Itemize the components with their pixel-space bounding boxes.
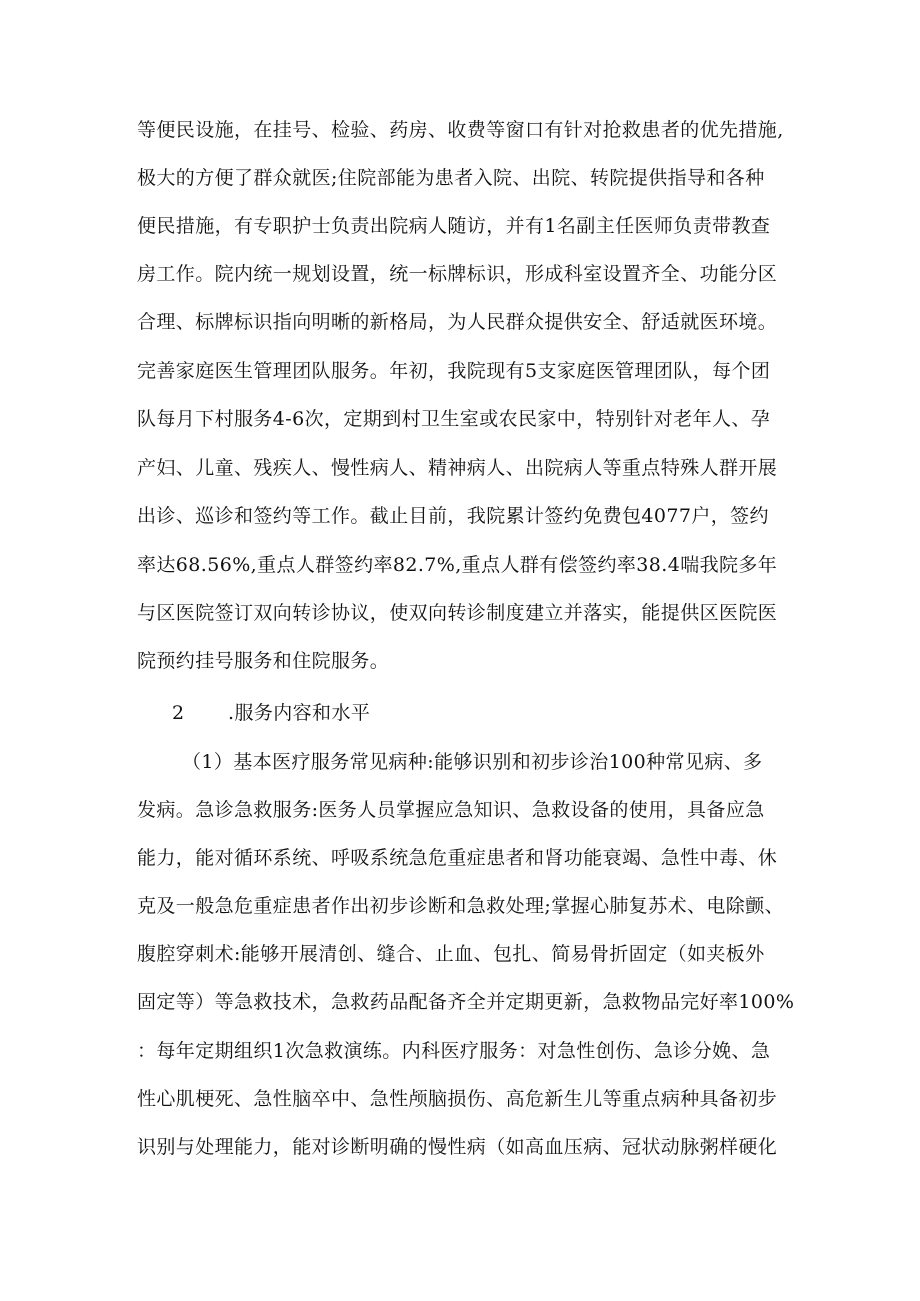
text-line: 与区医院签订双向转诊协议，使双向转诊制度建立并落实，能提供区医院医 — [137, 602, 778, 624]
text-line: 出诊、巡诊和签约等工作。截止目前，我院累计签约免费包4077户，签约 — [137, 505, 769, 527]
text-line: 完善家庭医生管理团队服务。年初，我院现有5支家庭医管理团队，每个团 — [137, 360, 771, 382]
section-number: 2 — [172, 702, 185, 724]
text-line: 院预约挂号服务和住院服务。 — [137, 650, 390, 672]
text-line: 等便民设施，在挂号、检验、药房、收费等窗口有针对抢救患者的优先措施, — [137, 119, 784, 141]
text-line: 队每月下村服务4-6次，定期到村卫生室或农民家中，特别针对老年人、孕 — [137, 408, 771, 430]
text-line: 腹腔穿刺术:能够开展清创、缝合、止血、包扎、简易骨折固定（如夹板外 — [137, 943, 765, 965]
text-line: 克及一般急危重症患者作出初步诊断和急救处理;掌握心肺复苏术、电除颤、 — [137, 895, 785, 917]
text-line: 发病。急诊急救服务:医务人员掌握应急知识、急救设备的使用，具备应急 — [137, 799, 765, 821]
text-line: 识别与处理能力，能对诊断明确的慢性病（如高血压病、冠状动脉粥样硬化 — [137, 1136, 778, 1158]
text-line: 性心肌梗死、急性脑卒中、急性颅脑损伤、高危新生儿等重点病种具备初步 — [137, 1088, 778, 1110]
section-heading: .服务内容和水平 — [228, 702, 371, 724]
text-line: ：每年定期组织1次急救演练。内科医疗服务：对急性创伤、急诊分娩、急 — [137, 1040, 771, 1062]
text-line: 房工作。院内统一规划设置，统一标牌标识，形成科室设置齐全、功能分区 — [137, 263, 778, 285]
text-line: 率达68.56%,重点人群签约率82.7%,重点人群有偿签约率38.4喘我院多年 — [137, 554, 778, 576]
text-line: 合理、标牌标识指向明晰的新格局，为人民群众提供安全、舒适就医环境。 — [137, 311, 778, 333]
text-line: 极大的方便了群众就医;住院部能为患者入院、出院、转院提供指导和各种 — [137, 167, 765, 189]
text-line: 产妇、儿童、残疾人、慢性病人、精神病人、出院病人等重点特殊人群开展 — [137, 457, 778, 479]
text-line: 便民措施，有专职护士负责出院病人随访，并有1名副主任医师负责带教查 — [137, 215, 771, 237]
text-line: 固定等）等急救技术，急救药品配备齐全并定期更新，急救物品完好率100% — [137, 991, 795, 1013]
text-line: 能力，能对循环系统、呼吸系统急危重症患者和肾功能衰竭、急性中毒、休 — [137, 847, 778, 869]
text-line: （1）基本医疗服务常见病种:能够识别和初步诊治100种常见病、多 — [182, 751, 763, 773]
